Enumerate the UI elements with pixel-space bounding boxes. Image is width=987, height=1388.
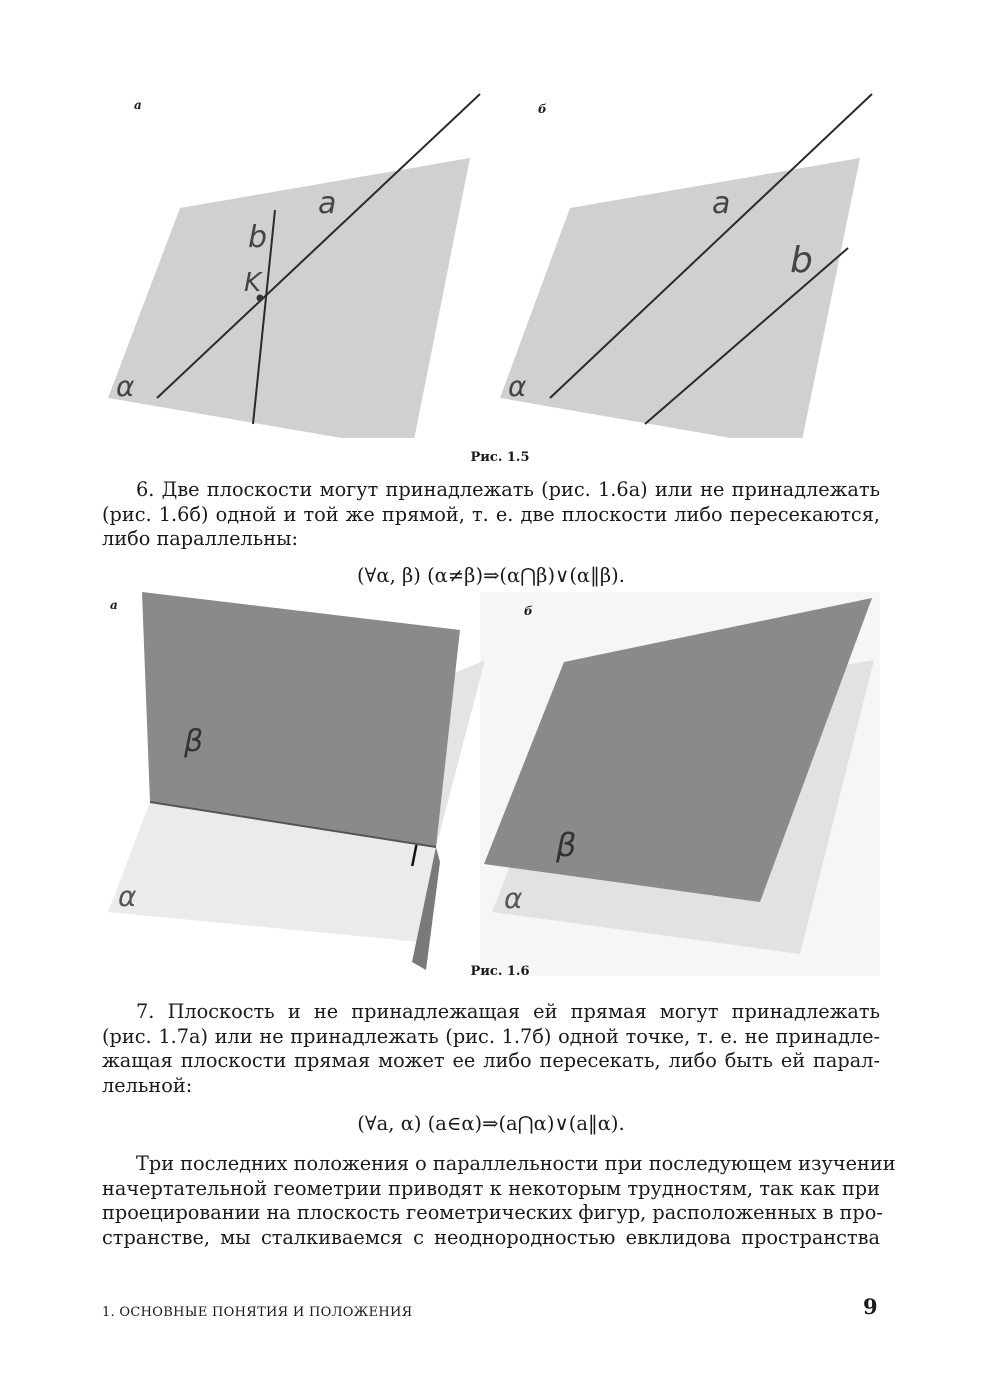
plane-alpha-b — [500, 158, 860, 438]
para7-line: лельной: — [102, 1073, 193, 1097]
figure-1-6-drawing — [100, 592, 890, 982]
para7-line: жащая плоскости прямая может ее либо пересекать, либо быть ей парал- — [102, 1049, 880, 1072]
label-plane-alpha-a: α — [118, 880, 137, 913]
para8-line: проецировании на плоскость геометрических фигур, расположенных в про- — [102, 1201, 883, 1224]
fig16-panel-a-label: а — [110, 598, 118, 612]
paragraph-8 — [102, 1152, 896, 1250]
paragraph-6 — [102, 478, 880, 552]
figure-1-6 — [100, 592, 890, 982]
label-plane-alpha-b: α — [508, 370, 527, 403]
fig15-panel-a-label: а — [134, 98, 142, 112]
label-line-b-b: b — [790, 240, 813, 281]
label-line-a-a: a — [318, 186, 337, 221]
para6-line: либо параллельны: — [102, 527, 298, 550]
para6-line: 6. Две плоскости могут принадлежать (рис. 1.6а) или не принадлежать — [136, 478, 880, 501]
fig15-panel-b-label: б — [538, 102, 547, 116]
para8-line: Три последних положения о параллельности при последующем изучении — [136, 1152, 896, 1175]
label-plane-beta-a: β — [184, 724, 204, 759]
para7-line: (рис. 1.7а) или не принадлежать (рис. 1.7б) одной точке, т. е. не принадле- — [102, 1024, 880, 1048]
label-line-l: l — [410, 840, 418, 873]
para8-line: странстве, мы сталкиваемся с неоднородностью евклидова пространства — [102, 1225, 880, 1249]
formula-6: (∀α, β) (α≠β)⇒(α⋂β)∨(α‖β). — [357, 564, 625, 587]
fig16-panel-b-label: б — [524, 604, 533, 618]
paragraph-7 — [102, 1000, 880, 1098]
label-point-k: K — [244, 268, 262, 298]
page-number: 9 — [863, 1294, 878, 1319]
label-line-b-a: b — [248, 220, 268, 255]
para6-line: (рис. 1.6б) одной и той же прямой, т. е. две плоскости либо пересекаются, — [102, 502, 880, 526]
fig16-caption: Рис. 1.6 — [470, 964, 530, 979]
fig15-caption: Рис. 1.5 — [470, 450, 530, 465]
footer-chapter-title: 1. ОСНОВНЫЕ ПОНЯТИЯ И ПОЛОЖЕНИЯ — [102, 1305, 413, 1320]
label-plane-alpha-a: α — [116, 370, 135, 403]
para8-line: начертательной геометрии приводят к некоторым трудностям, так как при — [102, 1176, 880, 1200]
figure-1-5-drawing — [100, 88, 890, 438]
label-plane-alpha-b: α — [504, 882, 523, 915]
para7-line: 7. Плоскость и не принадлежащая ей прямая могут принадлежать — [136, 1000, 880, 1023]
label-line-a-b: a — [712, 186, 731, 221]
figure-1-5 — [100, 88, 890, 438]
plane-alpha-a — [108, 158, 470, 438]
label-plane-beta-b: β — [556, 826, 577, 864]
formula-7: (∀a, α) (a∈α)⇒(a⋂α)∨(a‖α). — [357, 1112, 625, 1135]
